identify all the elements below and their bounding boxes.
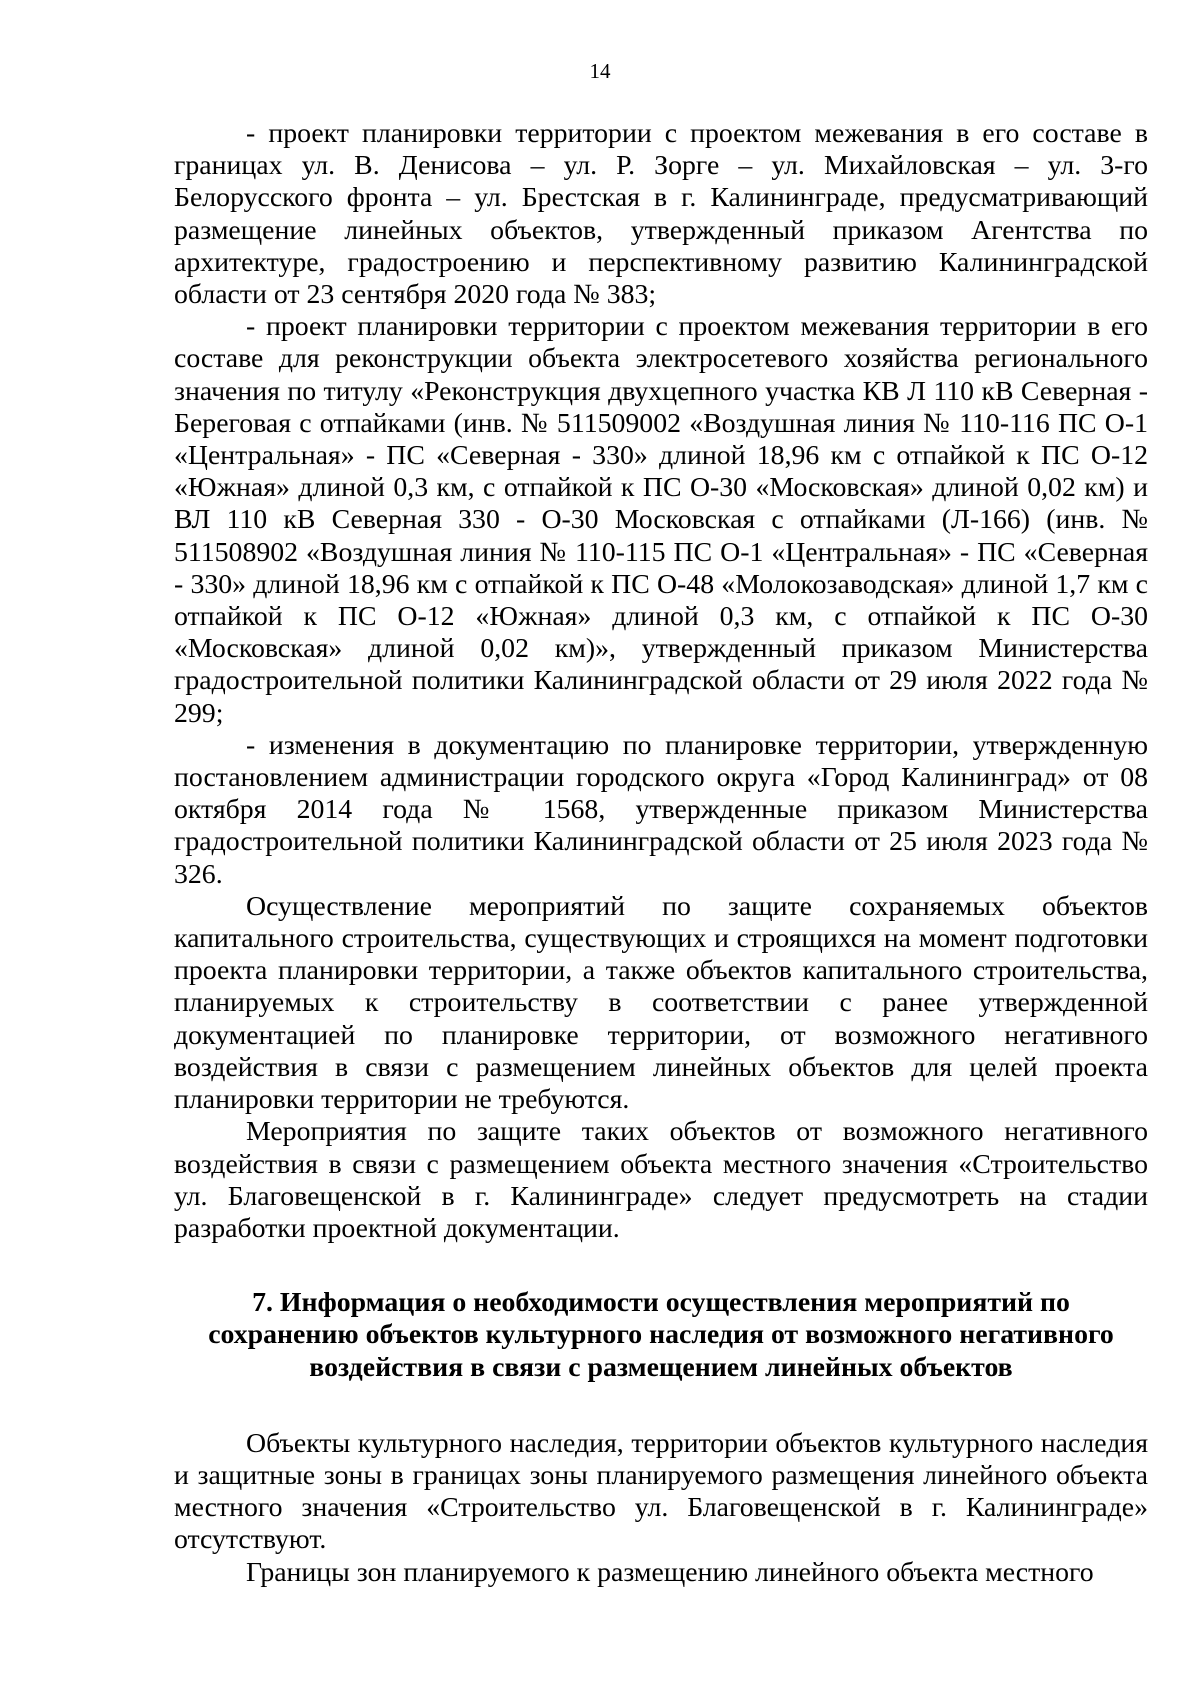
paragraph-design-stage: Мероприятия по защите таких объектов от возможного негативного воздействия в связи с размещением объекта местного значения «Строительство ул. Благовещенской в г. Калининграде» следует предусмотреть на стадии разработки проектной документации.: [174, 1116, 1148, 1244]
document-body: [174, 118, 1148, 1589]
paragraph-project-power-grid: - проект планировки территории с проектом межевания территории в его составе для реконструкции объекта электросетевого хозяйства регионального значения по титулу «Реконструкция двухцепного участка КВ Л 110 кВ Северная - Береговая с отпайками (инв. № 511509002 «Воздушная линия № 110-116 ПС О-1 «Центральная» - ПС «Северная - 330» длиной 18,96 км с отпайкой к ПС О-12 «Южная» длиной 0,3 км, с отпайкой к ПС О-30 «Московская» длиной 0,02 км) и ВЛ 110 кВ Северная 330 - О-30 Московская с отпайками (Л-166) (инв. № 511508902 «Воздушная линия № 110-115 ПС О-1 «Центральная» - ПС «Северная - 330» длиной 18,96 км с отпайкой к ПС О-48 «Молокозаводская» длиной 1,7 км с отпайкой к ПС О-12 «Южная» длиной 0,3 км, с отпайкой к ПС О-30 «Московская» длиной 0,02 км)», утвержденный приказом Министерства градостроительной политики Калининградской области от 29 июля 2022 года № 299;: [174, 311, 1148, 729]
paragraph-zone-boundaries: Границы зон планируемого к размещению линейного объекта местного: [246, 1556, 1094, 1588]
page-number: 14: [589, 59, 611, 83]
paragraph-protection-measures: Осуществление мероприятий по защите сохраняемых объектов капитального строительства, существующих и строящихся на момент подготовки проекта планировки территории, а также объектов капитального строительства, планируемых к строительству в соответствии с ранее утвержденной документацией по планировке территории, от возможного негативного воздействия в связи с размещением линейных объектов для целей проекта планировки территории не требуются.: [174, 890, 1148, 1116]
section-heading-7: 7. Информация о необходимости осуществления мероприятий по сохранению объектов культурного наследия от возможного негативного воздействия в связи с размещением линейных объектов: [208, 1287, 1114, 1383]
paragraph-project-denisova: - проект планировки территории с проектом межевания в его составе в границах ул. В. Денисова – ул. Р. Зорге – ул. Михайловская – ул. 3-го Белорусского фронта – ул. Брестская в г. Калининграде, предусматривающий размещение линейных объектов, утвержденный приказом Агентства по архитектуре, градостроению и перспективному развитию Калининградской области от 23 сентября 2020 года № 383;: [174, 118, 1148, 311]
paragraph-cultural-heritage: Объекты культурного наследия, территории объектов культурного наследия и защитные зоны в границах зоны планируемого размещения линейного объекта местного значения «Строительство ул. Благовещенской в г. Калининграде» отсутствуют.: [174, 1427, 1148, 1556]
paragraph-changes-documentation: - изменения в документацию по планировке территории, утвержденную постановлением администрации городского округа «Город Калининград» от 08 октября 2014 года № 1568, утвержденные приказом Министерства градостроительной политики Калининградской области от 25 июля 2023 года № 326.: [174, 729, 1148, 890]
